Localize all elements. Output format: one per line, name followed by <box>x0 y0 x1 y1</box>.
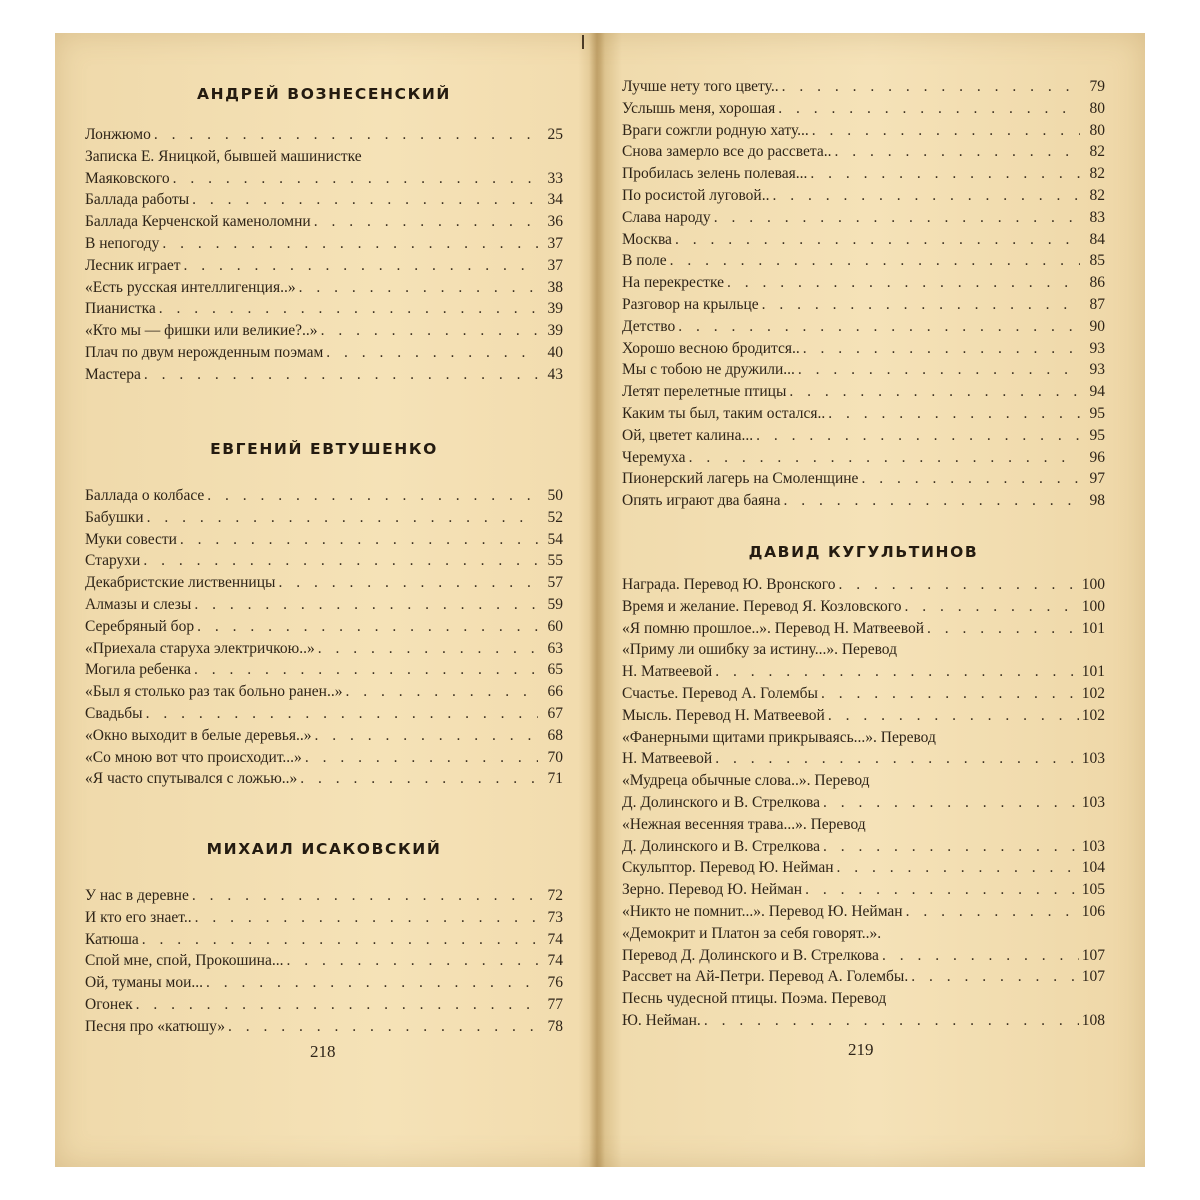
toc-entry <box>622 727 1105 749</box>
toc-entry-page: 52 <box>547 508 563 526</box>
toc-entry-title: Награда. Перевод Ю. Вронского <box>622 576 836 593</box>
toc-entry-title: Разговор на крыльце <box>622 295 759 313</box>
toc-entry-page: 106 <box>1081 902 1105 920</box>
toc-entry-title: «Окно выходит в белые деревья..» <box>85 726 312 744</box>
dot-leader <box>715 748 1079 770</box>
toc-entry-title: Услышь меня, хорошая <box>622 99 776 117</box>
toc-entry-page: 39 <box>547 322 563 340</box>
toc-entry-title: Снова замерло все до рассвета.. <box>622 143 832 161</box>
toc-entry-page: 101 <box>1081 619 1105 637</box>
toc-entry-page: 79 <box>1089 78 1105 95</box>
dot-leader <box>144 364 538 386</box>
toc-entry-page: 59 <box>547 595 563 613</box>
dot-leader <box>823 836 1079 858</box>
toc-entry-page: 80 <box>1089 121 1105 139</box>
toc-list <box>622 76 1105 512</box>
toc-entry <box>622 229 1105 251</box>
toc-entry <box>622 272 1105 294</box>
dot-leader <box>675 229 1080 251</box>
toc-entry <box>85 124 563 146</box>
toc-entry <box>622 661 1105 683</box>
toc-entry-page: 105 <box>1081 881 1105 899</box>
dot-leader <box>194 594 538 616</box>
dot-leader <box>305 747 538 769</box>
dot-leader <box>143 550 538 572</box>
toc-entry-page: 74 <box>547 930 563 948</box>
toc-entry-page: 76 <box>547 974 563 992</box>
dot-leader <box>772 185 1080 207</box>
toc-entry <box>622 836 1105 858</box>
toc-entry-page: 85 <box>1089 252 1105 270</box>
toc-entry-page: 73 <box>547 908 563 926</box>
dot-leader <box>762 294 1080 316</box>
dot-leader <box>183 255 538 277</box>
toc-entry-page: 107 <box>1081 968 1105 986</box>
toc-entry <box>85 659 563 681</box>
toc-entry-page: 108 <box>1081 1011 1105 1029</box>
dot-leader <box>194 659 538 681</box>
toc-entry-title: Опять играют два баяна <box>622 492 781 510</box>
toc-entry <box>85 616 563 638</box>
toc-entry-title: Д. Долинского и В. Стрелкова <box>622 793 820 811</box>
toc-entry-page: 54 <box>547 530 563 548</box>
dot-leader <box>299 277 538 299</box>
dot-leader <box>810 163 1080 185</box>
toc-entry-title: «Я часто спутывался с ложью..» <box>85 770 298 788</box>
toc-entry <box>622 792 1105 814</box>
toc-entry-title: Детство <box>622 317 676 335</box>
dot-leader <box>821 683 1079 705</box>
toc-entry <box>85 950 563 972</box>
toc-entry <box>85 485 563 507</box>
toc-entry <box>622 207 1105 229</box>
toc-entry <box>622 923 1105 945</box>
toc-entry <box>622 185 1105 207</box>
toc-entry-page: 90 <box>1089 317 1105 335</box>
toc-entry-page: 84 <box>1089 230 1105 248</box>
toc-entry <box>622 163 1105 185</box>
toc-entry <box>85 1016 563 1038</box>
dot-leader <box>197 616 538 638</box>
toc-entry <box>85 885 563 907</box>
toc-entry <box>622 120 1105 142</box>
dot-leader <box>803 338 1080 360</box>
dot-leader <box>861 468 1080 490</box>
toc-entry-title: Скульптор. Перевод Ю. Нейман <box>622 859 834 877</box>
toc-entry <box>622 639 1105 661</box>
page-number: 219 <box>848 1040 874 1059</box>
toc-entry <box>622 988 1105 1010</box>
dot-leader <box>147 507 538 529</box>
toc-entry <box>85 638 563 660</box>
toc-entry-title: «Фанерными щитами прикрываясь...». Перевод <box>622 728 936 746</box>
author-heading: АНДРЕЙ ВОЗНЕСЕНСКИЙ <box>197 85 451 103</box>
toc-entry-title: Летят перелетные птицы <box>622 383 787 401</box>
toc-entry-title: Время и желание. Перевод Я. Козловского <box>622 597 902 615</box>
dot-leader <box>228 1016 538 1038</box>
toc-entry-title: Муки совести <box>85 530 177 548</box>
toc-entry-page: 40 <box>547 343 563 361</box>
dot-leader <box>192 885 538 907</box>
toc-entry-page: 96 <box>1089 448 1105 466</box>
dot-leader <box>812 120 1080 142</box>
toc-entry <box>622 748 1105 770</box>
toc-entry <box>85 572 563 594</box>
toc-entry <box>622 770 1105 792</box>
toc-entry <box>622 490 1105 512</box>
toc-entry-title: Хорошо весною бродится.. <box>622 339 800 357</box>
toc-entry-title: Лучше нету того цвету.. <box>622 78 779 95</box>
toc-entry-page: 93 <box>1089 339 1105 357</box>
toc-entry <box>85 146 563 168</box>
toc-entry-title: «Демокрит и Платон за себя говорят..». <box>622 924 882 942</box>
toc-entry <box>622 250 1105 272</box>
toc-entry <box>85 342 563 364</box>
dot-leader <box>828 403 1080 425</box>
toc-entry-title: «Приехала старуха электричкою..» <box>85 639 315 657</box>
toc-entry-page: 25 <box>547 126 563 143</box>
dot-leader <box>798 359 1080 381</box>
toc-entry <box>622 141 1105 163</box>
toc-entry <box>622 425 1105 447</box>
dot-leader <box>173 168 538 190</box>
dot-leader <box>911 966 1079 988</box>
toc-entry-page: 71 <box>547 770 563 788</box>
dot-leader <box>714 207 1080 229</box>
dot-leader <box>300 768 538 790</box>
toc-entry-title: Алмазы и слезы <box>85 595 192 613</box>
author-heading: ДАВИД КУГУЛЬТИНОВ <box>748 543 979 561</box>
toc-entry <box>85 929 563 951</box>
dot-leader <box>783 490 1080 512</box>
toc-entry-page: 72 <box>547 887 563 904</box>
toc-entry-title: Д. Долинского и В. Стрелкова <box>622 837 820 855</box>
toc-entry-title: Серебряный бор <box>85 617 195 635</box>
toc-entry-title: Баллада о колбасе <box>85 487 205 504</box>
toc-entry-page: 63 <box>547 639 563 657</box>
toc-entry-page: 95 <box>1089 426 1105 444</box>
toc-entry <box>85 594 563 616</box>
toc-entry-page: 103 <box>1081 750 1105 768</box>
toc-entry-title: Пробилась зелень полевая... <box>622 165 808 183</box>
toc-entry-title: «Есть русская интеллигенция..» <box>85 278 296 296</box>
dot-leader <box>756 425 1080 447</box>
toc-entry <box>85 364 563 386</box>
toc-entry-title: Мы с тобою не дружили... <box>622 361 795 379</box>
toc-entry-title: «Я помню прошлое..». Перевод Н. Матвеевой <box>622 619 925 637</box>
toc-entry <box>622 857 1105 879</box>
toc-entry-title: И кто его знает.. <box>85 908 192 926</box>
toc-entry <box>85 529 563 551</box>
toc-entry-title: Маяковского <box>85 169 170 187</box>
toc-list <box>622 574 1105 1032</box>
toc-entry-page: 87 <box>1089 295 1105 313</box>
dot-leader <box>195 907 538 929</box>
book-gutter <box>589 33 605 1167</box>
toc-entry <box>85 768 563 790</box>
toc-entry-title: Плач по двум нерожденным поэмам <box>85 343 324 361</box>
toc-entry-page: 98 <box>1089 492 1105 510</box>
dot-leader <box>206 972 538 994</box>
toc-entry <box>622 98 1105 120</box>
toc-entry <box>622 447 1105 469</box>
dot-leader <box>904 596 1078 618</box>
toc-entry-title: Пионерский лагерь на Смоленщине <box>622 470 859 488</box>
dot-leader <box>882 945 1079 967</box>
dot-leader <box>670 250 1080 272</box>
toc-entry-page: 43 <box>547 365 563 383</box>
toc-entry <box>85 972 563 994</box>
toc-entry-page: 103 <box>1081 793 1105 811</box>
toc-entry-title: Песнь чудесной птицы. Поэма. Перевод <box>622 990 887 1008</box>
toc-entry-title: Счастье. Перевод А. Голембы <box>622 684 818 702</box>
toc-entry-page: 107 <box>1081 946 1105 964</box>
toc-entry <box>622 814 1105 836</box>
toc-entry-title: В непогоду <box>85 234 160 252</box>
toc-entry <box>622 1010 1105 1032</box>
toc-entry-page: 82 <box>1089 165 1105 183</box>
toc-entry-page: 50 <box>547 487 563 504</box>
toc-entry-title: «Никто не помнит...». Перевод Ю. Нейман <box>622 902 903 920</box>
toc-entry-title: Каким ты был, таким остался.. <box>622 404 826 422</box>
toc-entry-title: «Со мною вот что происходит...» <box>85 748 302 766</box>
toc-entry <box>622 705 1105 727</box>
dot-leader <box>789 381 1080 403</box>
toc-entry <box>85 233 563 255</box>
dot-leader <box>727 272 1080 294</box>
toc-entry <box>85 994 563 1016</box>
toc-entry-page: 101 <box>1081 663 1105 681</box>
toc-entry-page: 80 <box>1089 99 1105 117</box>
dot-leader <box>146 703 538 725</box>
toc-entry-page: 100 <box>1081 576 1105 593</box>
toc-entry <box>85 747 563 769</box>
toc-entry <box>622 76 1105 98</box>
dot-leader <box>286 950 538 972</box>
toc-entry <box>622 294 1105 316</box>
toc-entry-page: 39 <box>547 300 563 318</box>
toc-entry-title: «Был я столько раз так больно ранен..» <box>85 683 343 701</box>
toc-entry-title: В поле <box>622 252 667 270</box>
author-heading: МИХАИЛ ИСАКОВСКИЙ <box>206 840 442 858</box>
toc-entry-title: «Мудреца обычные слова..». Перевод <box>622 772 870 790</box>
toc-entry-title: Мысль. Перевод Н. Матвеевой <box>622 706 825 724</box>
gutter-mark <box>582 35 584 49</box>
dot-leader <box>207 485 538 507</box>
toc-entry-title: Ой, цветет калина... <box>622 426 754 444</box>
toc-entry-page: 78 <box>547 1017 563 1035</box>
dot-leader <box>805 879 1079 901</box>
toc-entry-page: 100 <box>1081 597 1105 615</box>
toc-entry-title: Пианистка <box>85 300 156 318</box>
toc-entry-title: Могила ребенка <box>85 661 191 679</box>
toc-entry <box>85 255 563 277</box>
dot-leader <box>835 141 1081 163</box>
toc-list <box>85 485 563 790</box>
toc-entry <box>622 683 1105 705</box>
toc-entry-title: Черемуха <box>622 448 686 466</box>
toc-entry-title: Перевод Д. Долинского и В. Стрелкова <box>622 946 879 964</box>
toc-entry-page: 104 <box>1081 859 1105 877</box>
dot-leader <box>704 1010 1079 1032</box>
toc-entry-page: 94 <box>1089 383 1105 401</box>
toc-entry-page: 74 <box>547 952 563 970</box>
toc-entry-page: 95 <box>1089 404 1105 422</box>
dot-leader <box>927 618 1079 640</box>
dot-leader <box>778 98 1080 120</box>
toc-entry-title: «Приму ли ошибку за истину...». Перевод <box>622 641 897 659</box>
toc-entry-title: Спой мне, спой, Прокошина... <box>85 952 284 970</box>
dot-leader <box>823 792 1079 814</box>
toc-entry <box>622 879 1105 901</box>
toc-entry-title: «Кто мы — фишки или великие?..» <box>85 322 318 340</box>
toc-entry <box>85 550 563 572</box>
toc-entry-title: Баллада работы <box>85 191 190 209</box>
toc-entry-title: Песня про «катюшу» <box>85 1017 226 1035</box>
toc-entry <box>85 189 563 211</box>
toc-entry-page: 83 <box>1089 208 1105 226</box>
dot-leader <box>315 725 539 747</box>
toc-entry-title: «Нежная весенняя трава...». Перевод <box>622 815 866 833</box>
toc-entry-title: Мастера <box>85 365 141 383</box>
dot-leader <box>689 447 1080 469</box>
dot-leader <box>828 705 1079 727</box>
toc-entry <box>85 907 563 929</box>
toc-entry-title: Лесник играет <box>85 256 181 274</box>
dot-leader <box>314 211 538 233</box>
toc-entry-title: Ой, туманы мои... <box>85 974 203 992</box>
toc-entry <box>622 596 1105 618</box>
dot-leader <box>321 320 538 342</box>
toc-entry <box>622 403 1105 425</box>
toc-entry-title: Бабушки <box>85 508 144 526</box>
dot-leader <box>838 574 1078 596</box>
toc-entry-page: 38 <box>547 278 563 296</box>
toc-entry-page: 65 <box>547 661 563 679</box>
toc-entry-page: 103 <box>1081 837 1105 855</box>
toc-entry <box>622 468 1105 490</box>
toc-entry-title: Записка Е. Яницкой, бывшей машинистке <box>85 147 362 165</box>
toc-entry-title: По росистой луговой.. <box>622 186 770 204</box>
author-heading: ЕВГЕНИЙ ЕВТУШЕНКО <box>210 440 438 458</box>
toc-entry-page: 37 <box>547 256 563 274</box>
dot-leader <box>906 901 1079 923</box>
toc-entry <box>85 725 563 747</box>
dot-leader <box>715 661 1079 683</box>
dot-leader <box>142 929 538 951</box>
toc-entry <box>622 966 1105 988</box>
toc-entry <box>85 320 563 342</box>
toc-entry-title: Н. Матвеевой <box>622 750 713 768</box>
toc-entry-page: 82 <box>1089 143 1105 161</box>
toc-list <box>85 124 563 386</box>
dot-leader <box>154 124 538 146</box>
toc-entry-page: 77 <box>547 995 563 1013</box>
toc-entry-page: 82 <box>1089 186 1105 204</box>
toc-entry-page: 34 <box>547 191 563 209</box>
toc-entry-title: Свадьбы <box>85 704 143 722</box>
toc-entry <box>85 703 563 725</box>
toc-entry-page: 97 <box>1089 470 1105 488</box>
toc-entry-page: 102 <box>1081 706 1105 724</box>
dot-leader <box>345 681 538 703</box>
toc-entry-title: Враги сожгли родную хату... <box>622 121 809 139</box>
toc-entry-page: 33 <box>547 169 563 187</box>
toc-entry-page: 70 <box>547 748 563 766</box>
dot-leader <box>162 233 538 255</box>
toc-entry <box>85 507 563 529</box>
toc-entry-title: Зерно. Перевод Ю. Нейман <box>622 881 803 899</box>
toc-entry-title: Старухи <box>85 552 141 570</box>
toc-entry-page: 66 <box>547 683 563 701</box>
toc-entry-page: 93 <box>1089 361 1105 379</box>
toc-entry-page: 67 <box>547 704 563 722</box>
page-number: 218 <box>310 1042 336 1061</box>
dot-leader <box>837 857 1079 879</box>
toc-list <box>85 885 563 1038</box>
dot-leader <box>278 572 538 594</box>
toc-entry-title: Катюша <box>85 930 139 948</box>
toc-entry-title: Лонжюмо <box>85 126 151 143</box>
toc-entry-title: Баллада Керченской каменоломни <box>85 213 311 231</box>
toc-entry <box>85 277 563 299</box>
toc-entry-page: 68 <box>547 726 563 744</box>
toc-entry-page: 57 <box>547 574 563 592</box>
toc-entry-page: 86 <box>1089 274 1105 292</box>
toc-entry-title: Слава народу <box>622 208 711 226</box>
toc-entry-page: 36 <box>547 213 563 231</box>
toc-entry <box>622 338 1105 360</box>
toc-entry <box>622 381 1105 403</box>
toc-entry-title: На перекрестке <box>622 274 724 292</box>
toc-entry-title: Декабристские лиственницы <box>85 574 276 592</box>
dot-leader <box>136 994 538 1016</box>
toc-entry <box>622 316 1105 338</box>
toc-entry-title: Москва <box>622 230 672 248</box>
toc-entry <box>622 618 1105 640</box>
toc-entry <box>622 945 1105 967</box>
dot-leader <box>318 638 538 660</box>
toc-entry-title: Рассвет на Ай-Петри. Перевод А. Голембы. <box>622 968 909 986</box>
toc-entry-page: 60 <box>547 617 563 635</box>
dot-leader <box>678 316 1080 338</box>
toc-entry-title: У нас в деревне <box>85 887 189 904</box>
toc-entry <box>622 574 1105 596</box>
toc-entry <box>85 168 563 190</box>
toc-entry-page: 37 <box>547 234 563 252</box>
dot-leader <box>159 298 538 320</box>
toc-entry <box>85 298 563 320</box>
toc-entry-title: Н. Матвеевой <box>622 663 713 681</box>
toc-entry-page: 102 <box>1081 684 1105 702</box>
toc-entry-page: 55 <box>547 552 563 570</box>
toc-entry <box>622 901 1105 923</box>
toc-entry <box>85 211 563 233</box>
toc-entry <box>85 681 563 703</box>
dot-leader <box>782 76 1080 98</box>
toc-entry <box>622 359 1105 381</box>
dot-leader <box>326 342 538 364</box>
dot-leader <box>180 529 538 551</box>
toc-entry-title: Огонек <box>85 995 133 1013</box>
dot-leader <box>192 189 538 211</box>
toc-entry-title: Ю. Нейман. <box>622 1011 701 1029</box>
